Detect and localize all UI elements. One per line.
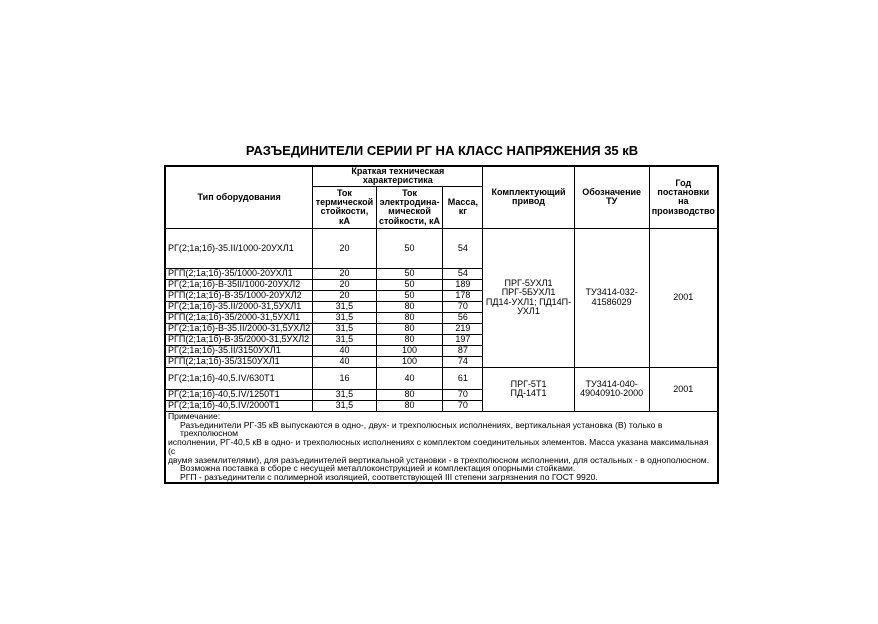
cell-electro: 50 <box>376 290 443 301</box>
cell-electro: 80 <box>376 301 443 312</box>
cell-thermal: 16 <box>313 367 376 389</box>
header-thermal: Ток термической стойкости, кА <box>313 186 376 228</box>
cell-tu <box>574 228 649 367</box>
cell-type: РГ(2;1а;1б)-40,5.IV/1250Т1 <box>165 389 313 400</box>
cell-mass: 54 <box>443 268 483 279</box>
note-line: двумя заземлителями), для разъединителей вертикальной установки - в трехполюсном исполнении, для остальных - в однополюсном. <box>168 454 710 465</box>
cell-thermal: 31,5 <box>313 334 376 345</box>
cell-type: РГ(2;1а;1б)-35.II/2000-31,5УХЛ1 <box>165 301 313 312</box>
cell-mass: 70 <box>443 389 483 400</box>
cell-electro: 50 <box>376 268 443 279</box>
cell-mass: 189 <box>443 279 483 290</box>
header-year: Год постановки на производство <box>649 166 718 228</box>
cell-electro: 80 <box>376 334 443 345</box>
drive-line: ПД14-УХЛ1; ПД14П-УХЛ1 <box>485 296 572 317</box>
cell-electro: 80 <box>376 389 443 400</box>
cell-type: РГП(2;1а;1б)-35/2000-31,5УХЛ1 <box>165 312 313 323</box>
cell-type: РГ(2;1а;1б)-35.II/3150УХЛ1 <box>165 345 313 356</box>
tu-line: 41586029 <box>591 296 632 307</box>
cell-mass: 70 <box>443 400 483 411</box>
cell-thermal: 20 <box>313 279 376 290</box>
cell-electro: 80 <box>376 400 443 411</box>
tu-line: ТУ3414-032- <box>585 287 638 298</box>
note-line: исполнении, РГ-40,5 кВ в одно- и трехполюсных исполнениях с комплектом соединительных элементов. Масса указана максимальная (с <box>168 437 709 456</box>
header-type: Тип оборудования <box>165 166 313 228</box>
note-line: РГП - разъединители с полимерной изоляцией, соответствующей III степени загрязнения по ГОСТ 9920. <box>180 472 598 483</box>
cell-mass: 197 <box>443 334 483 345</box>
cell-year: 2001 <box>649 367 718 411</box>
drive-line: ПРГ-5Т1 <box>510 378 547 389</box>
note-line: Возможна поставка в сборе с несущей металлоконструкцией и комплектация опорными стойками. <box>180 463 576 474</box>
cell-type: РГ(2;1а;1б)-40,5.IV/2000Т1 <box>165 400 313 411</box>
cell-mass: 74 <box>443 356 483 367</box>
cell-thermal: 20 <box>313 228 376 268</box>
cell-thermal: 31,5 <box>313 389 376 400</box>
cell-electro: 50 <box>376 228 443 268</box>
cell-tu <box>574 367 649 411</box>
cell-thermal: 20 <box>313 268 376 279</box>
cell-mass: 61 <box>443 367 483 389</box>
cell-thermal: 31,5 <box>313 312 376 323</box>
note-label: Примечание: <box>168 410 221 421</box>
cell-electro: 80 <box>376 323 443 334</box>
cell-type: РГ(2;1а;1б)-В-35II/1000-20УХЛ2 <box>165 279 313 290</box>
cell-type: РГП(2;1а;1б)-В-35/2000-31,5УХЛ2 <box>165 334 313 345</box>
header-electro: Ток электродина-мической стойкости, кА <box>376 186 443 228</box>
header-brief: Краткая техническая характеристика <box>313 166 483 186</box>
equipment-table <box>164 165 719 484</box>
cell-electro: 80 <box>376 312 443 323</box>
cell-mass: 56 <box>443 312 483 323</box>
note-line: Разъединители РГ-35 кВ выпускаются в одно-, двух- и трехполюсных исполнениях, вертикальная установка (В) только в трехполюсном <box>180 419 663 439</box>
cell-drive <box>483 367 574 411</box>
cell-thermal: 31,5 <box>313 301 376 312</box>
header-drive: Комплектующий привод <box>483 166 574 228</box>
cell-type: РГП(2;1а;1б)-35/3150УХЛ1 <box>165 356 313 367</box>
cell-thermal: 40 <box>313 356 376 367</box>
header-tu: Обозначение ТУ <box>574 166 649 228</box>
cell-thermal: 31,5 <box>313 323 376 334</box>
cell-electro: 100 <box>376 356 443 367</box>
header-mass: Масса, кг <box>443 186 483 228</box>
drive-line: ПРГ-5УХЛ1 <box>504 278 553 288</box>
cell-thermal: 40 <box>313 345 376 356</box>
cell-year: 2001 <box>649 228 718 367</box>
cell-mass: 70 <box>443 301 483 312</box>
cell-type: РГП(2;1а;1б)-В-35/1000-20УХЛ2 <box>165 290 313 301</box>
cell-type: РГП(2;1а;1б)-35/1000-20УХЛ1 <box>165 268 313 279</box>
cell-type: РГ(2;1а;1б)-40,5.IV/630Т1 <box>165 367 313 389</box>
cell-mass: 219 <box>443 323 483 334</box>
table-row <box>165 367 718 389</box>
cell-drive <box>483 228 574 367</box>
table-row <box>165 228 718 268</box>
cell-mass: 87 <box>443 345 483 356</box>
tu-line: 49040910-2000 <box>580 388 644 399</box>
drive-line: ПРГ-5БУХЛ1 <box>501 287 556 298</box>
note <box>165 411 718 483</box>
tu-line: ТУ3414-040- <box>585 378 638 389</box>
cell-electro: 40 <box>376 367 443 389</box>
note-row <box>165 411 718 483</box>
cell-thermal: 31,5 <box>313 400 376 411</box>
cell-type: РГ(2;1а;1б)-В-35.II/2000-31,5УХЛ2 <box>165 323 313 334</box>
page-title: РАЗЪЕДИНИТЕЛИ СЕРИИ РГ НА КЛАСС НАПРЯЖЕНИЯ 35 кВ <box>245 143 639 158</box>
cell-mass: 178 <box>443 290 483 301</box>
cell-mass: 54 <box>443 228 483 268</box>
cell-electro: 50 <box>376 279 443 290</box>
drive-line: ПД-14Т1 <box>510 388 547 399</box>
cell-type: РГ(2;1а;1б)-35.II/1000-20УХЛ1 <box>165 228 313 268</box>
cell-thermal: 20 <box>313 290 376 301</box>
cell-electro: 100 <box>376 345 443 356</box>
